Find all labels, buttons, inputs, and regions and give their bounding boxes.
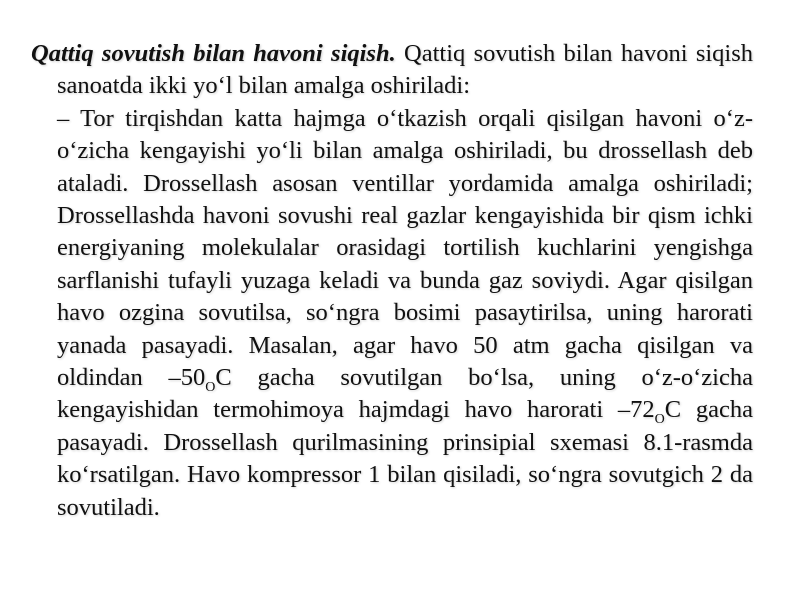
body-text-part1: – Tor tirqishdan katta hajmga o‘tkazish orqali qisilgan havoni o‘z-o‘zicha kengayishi yo‘li bilan amalga oshiriladi, bu drossellash deb ataladi. Drossellash asosan ventillar yordamida amalga oshiriladi; Drossellashda havoni sovushi real gazlar kengayishida bir qism ichki energiyaning molekulalar orasidagi tortilish kuchlarini yengishga sarflanishi tufayli yuzaga keladi va bunda gaz soviydi. Agar qisilgan havo ozgina sovutilsa, so‘ngra bosimi pasaytirilsa, uning harorati yanada pasayadi. Masalan, agar havo 50 atm gacha qisilgan va oldindan –50 [57,104,753,392]
body-text-part2: C gacha sovutilgan bo‘lsa, uning o‘z-o‘zicha kengayishidan termohimoya hajmdagi havo harorati –72 [57,364,753,424]
degree-subscript: O [654,412,665,428]
intro-text: Qattiq sovutish bilan havoni siqish sanoatda ikki yo‘l bilan amalga oshiriladi: [57,40,753,100]
document-page [31,38,753,524]
degree-subscript: O [205,380,216,396]
paragraph-lead-heading: Qattiq sovutish bilan havoni siqish [31,40,390,67]
body-paragraph [31,38,753,524]
body-text-part3: C gacha pasayadi. Drossellash qurilmasining prinsipial sxemasi 8.1-rasmda ko‘rsatilgan. Havo kompressor 1 bilan qisiladi, so‘ngra sovutgich 2 da sovutiladi. [57,396,753,521]
lead-punctuation: . [389,40,396,67]
